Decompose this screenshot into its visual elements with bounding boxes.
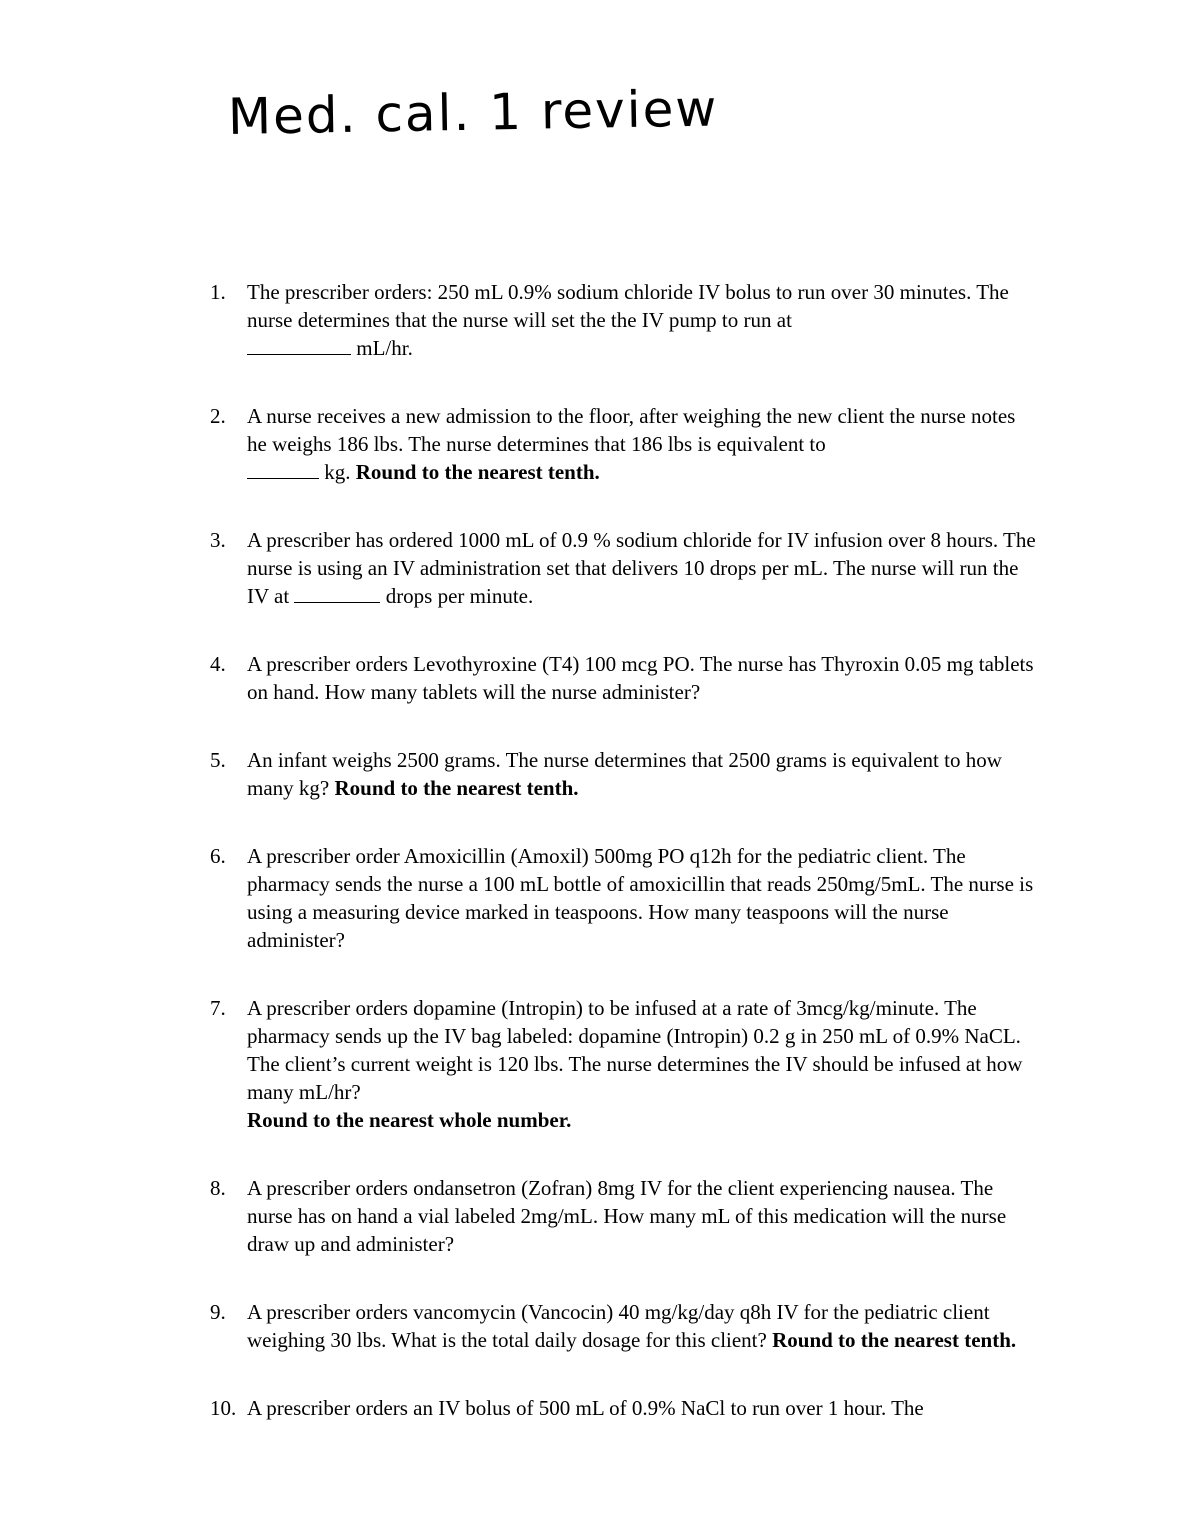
question-7 [210,994,1040,1134]
question-9 [210,1298,1040,1354]
question-number: 1. [210,280,226,304]
rounding-note: Round to the nearest tenth. [334,776,579,800]
question-text: The prescriber orders: 250 mL 0.9% sodium chloride IV bolus to run over 30 minutes. The nurse determines that the nurse will set the the IV pump to run at [247,280,1009,332]
rounding-note: Round to the nearest tenth. [355,460,600,484]
question-number: 10. [210,1396,237,1420]
question-text: A prescriber orders ondansetron (Zofran) 8mg IV for the client experiencing nausea. The nurse has on hand a vial labeled 2mg/mL. How many mL of this medication will the nurse draw up and administer? [247,1176,1007,1256]
question-number: 2. [210,404,226,428]
question-number: 7. [210,996,226,1020]
answer-blank [294,584,380,603]
question-number: 6. [210,844,226,868]
rounding-note: Round to the nearest tenth. [772,1328,1017,1352]
question-text: A prescriber has ordered 1000 mL of 0.9 % sodium chloride for IV infusion over 8 hours. The nurse is using an IV administration set that delivers 10 drops per mL. The nurse will run the IV at [247,528,1036,608]
answer-unit: drops per minute. [385,584,534,608]
rounding-note: Round to the nearest whole number. [247,1108,572,1132]
question-1 [210,278,1040,362]
question-number: 8. [210,1176,226,1200]
question-10 [210,1394,1040,1422]
question-6 [210,842,1040,954]
question-number: 3. [210,528,226,552]
question-5 [210,746,1040,802]
page-title: Med. cal. 1 review [227,79,719,146]
question-text: A prescriber order Amoxicillin (Amoxil) 500mg PO q12h for the pediatric client. The pharmacy sends the nurse a 100 mL bottle of amoxicillin that reads 250mg/5mL. The nurse is using a measuring device marked in teaspoons. How many teaspoons will the nurse administer? [247,844,1034,952]
question-text: A prescriber orders an IV bolus of 500 mL of 0.9% NaCl to run over 1 hour. The [247,1396,924,1420]
answer-blank [247,336,351,355]
question-text: A nurse receives a new admission to the floor, after weighing the new client the nurse notes he weighs 186 lbs. The nurse determines that 186 lbs is equivalent to [247,404,1016,456]
question-text: An infant weighs 2500 grams. The nurse determines that 2500 grams is equivalent to how many kg? [247,748,1002,800]
answer-unit: kg. [324,460,351,484]
answer-blank [247,460,319,479]
question-3 [210,526,1040,610]
question-text: A prescriber orders Levothyroxine (T4) 100 mcg PO. The nurse has Thyroxin 0.05 mg tablets on hand. How many tablets will the nurse administer? [247,652,1034,704]
question-2 [210,402,1040,486]
question-4 [210,650,1040,706]
answer-unit: mL/hr. [356,336,413,360]
question-number: 9. [210,1300,226,1324]
question-text: A prescriber orders dopamine (Intropin) to be infused at a rate of 3mcg/kg/minute. The pharmacy sends up the IV bag labeled: dopamine (Intropin) 0.2 g in 250 mL of 0.9% NaCL. The client’s current weight is 120 lbs. The nurse determines the IV should be infused at how many mL/hr? [247,996,1023,1104]
question-list [210,278,1040,1462]
question-8 [210,1174,1040,1258]
question-text: A prescriber orders vancomycin (Vancocin) 40 mg/kg/day q8h IV for the pediatric client weighing 30 lbs. What is the total daily dosage for this client? [247,1300,990,1352]
question-number: 4. [210,652,226,676]
question-number: 5. [210,748,226,772]
